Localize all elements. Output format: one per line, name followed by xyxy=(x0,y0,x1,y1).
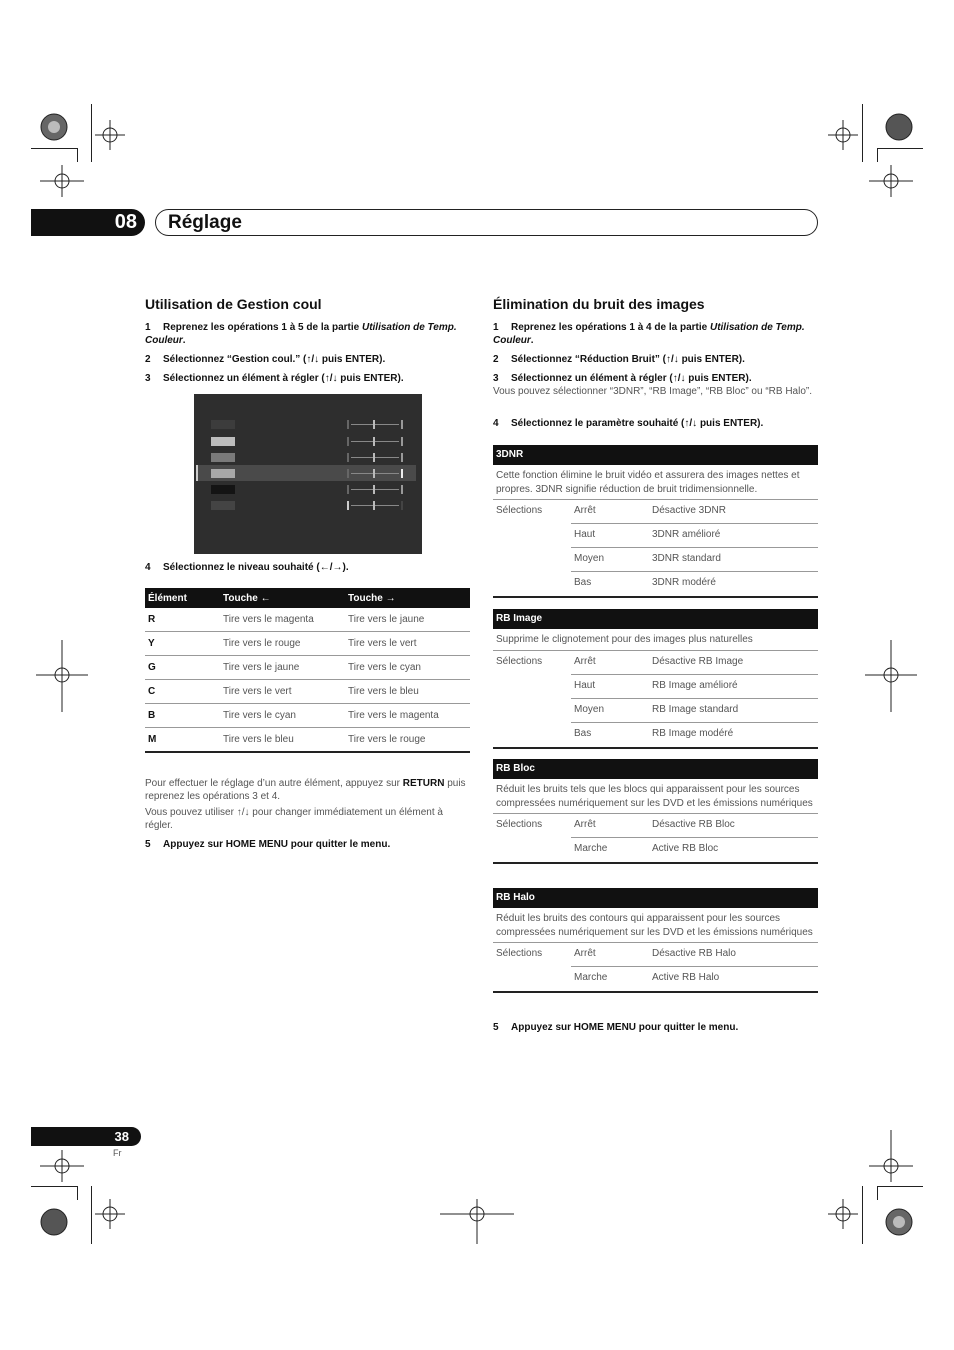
option-row: Bas RB Image modéré xyxy=(574,727,734,739)
block-label: Sélections xyxy=(496,819,543,830)
block-description: Réduit les bruits des contours qui apparaissent pour les sources compressées numériquement sur les DVD et les émissions numériques xyxy=(493,908,818,943)
block-header: 3DNR xyxy=(493,445,818,465)
block-label: Sélections xyxy=(496,655,543,667)
right-step-5: 5 Appuyez sur HOME MENU pour quitter le menu. xyxy=(493,1022,739,1033)
swatch-g xyxy=(211,453,235,462)
page-number: 38 xyxy=(31,1127,141,1146)
option-row: Haut 3DNR amélioré xyxy=(571,524,818,548)
table-row: C Tire vers le vert Tire vers le bleu xyxy=(145,680,470,704)
table-row: Y Tire vers le rouge Tire vers le vert xyxy=(145,632,470,656)
option-row: Arrêt Désactive RB Halo xyxy=(571,943,818,967)
option-row: Moyen 3DNR standard xyxy=(571,548,818,572)
block-rb-bloc xyxy=(493,759,818,864)
col-header-right-key: Touche → xyxy=(345,588,470,608)
left-step-4: 4 Sélectionnez le niveau souhaité (←/→). xyxy=(145,562,349,573)
option-row: Haut RB Image amélioré xyxy=(571,675,818,699)
left-step-3: 3 Sélectionnez un élément à régler (↑/↓ puis ENTER). xyxy=(145,373,404,384)
slider-y[interactable] xyxy=(347,437,403,446)
block-description: Cette fonction élimine le bruit vidéo et assurera des images nettes et propres. 3DNR signifie réduction de bruit tridimensionnelle. xyxy=(493,465,818,500)
option-row: Marche Active RB Bloc xyxy=(574,843,719,854)
table-row: M Tire vers le bleu Tire vers le rouge xyxy=(145,728,470,753)
col-header-left-key: Touche ← xyxy=(220,588,345,608)
block-rb-halo xyxy=(493,888,818,993)
right-step-1: 1 Reprenez les opérations 1 à 4 de la partie Utilisation de Temp. Couleur. xyxy=(493,322,805,346)
left-section-title: Utilisation de Gestion coul xyxy=(145,296,322,312)
option-row: Arrêt Désactive 3DNR xyxy=(571,500,818,524)
block-header: RB Halo xyxy=(493,888,818,908)
right-step-3: 3 Sélectionnez un élément à régler (↑/↓ puis ENTER). xyxy=(493,373,752,384)
block-label: Sélections xyxy=(496,505,543,516)
swatch-b xyxy=(211,485,235,494)
right-step-2: 2 Sélectionnez “Réduction Bruit” (↑/↓ puis ENTER). xyxy=(493,354,745,365)
color-management-screen xyxy=(194,394,422,554)
block-3dnr xyxy=(493,445,818,598)
option-row: Arrêt Désactive RB Image xyxy=(571,651,818,675)
color-adjust-table xyxy=(145,588,470,753)
block-header: RB Bloc xyxy=(493,759,818,779)
right-step-4: 4 Sélectionnez le paramètre souhaité (↑/↓ puis ENTER). xyxy=(493,418,764,429)
swatch-m xyxy=(211,501,235,510)
option-row: Moyen RB Image standard xyxy=(571,699,818,723)
block-description: Supprime le clignotement pour des images plus naturelles xyxy=(493,629,818,651)
slider-b[interactable] xyxy=(347,485,403,494)
swatch-y xyxy=(211,437,235,446)
right-step-3-note: Vous pouvez sélectionner “3DNR”, “RB Image”, “RB Bloc” ou “RB Halo”. xyxy=(493,386,813,397)
option-row: Bas 3DNR modéré xyxy=(574,577,716,588)
left-step-1: 1 Reprenez les opérations 1 à 5 de la partie Utilisation de Temp. Couleur. xyxy=(145,322,457,346)
option-row: Marche Active RB Halo xyxy=(574,972,720,983)
right-section-title: Élimination du bruit des images xyxy=(493,296,705,312)
slider-m[interactable] xyxy=(347,501,403,510)
left-note-return: Pour effectuer le réglage d’un autre élément, appuyez sur RETURN puis reprenez les opérations 3 et 4. xyxy=(145,778,466,802)
chapter-title xyxy=(155,209,818,236)
swatch-r xyxy=(211,420,235,429)
block-rb-image xyxy=(493,609,818,749)
block-header: RB Image xyxy=(493,609,818,629)
chapter-title-text: Réglage xyxy=(168,211,242,233)
slider-r[interactable] xyxy=(347,420,403,429)
left-step-2: 2 Sélectionnez “Gestion coul.” (↑/↓ puis ENTER). xyxy=(145,354,386,365)
swatch-c xyxy=(211,469,235,478)
col-header-element: Élément xyxy=(145,588,220,608)
language-code: Fr xyxy=(113,1148,122,1158)
option-row: Arrêt Désactive RB Bloc xyxy=(571,814,818,838)
left-step-5: 5 Appuyez sur HOME MENU pour quitter le menu. xyxy=(145,839,391,850)
slider-g[interactable] xyxy=(347,453,403,462)
table-row: B Tire vers le cyan Tire vers le magenta xyxy=(145,704,470,728)
left-note-arrows: Vous pouvez utiliser ↑/↓ pour changer immédiatement un élément à régler. xyxy=(145,807,443,831)
chapter-number: 08 xyxy=(31,209,145,236)
table-row: R Tire vers le magenta Tire vers le jaune xyxy=(145,608,470,632)
block-label: Sélections xyxy=(496,948,543,959)
slider-c[interactable] xyxy=(347,469,403,478)
table-row: G Tire vers le jaune Tire vers le cyan xyxy=(145,656,470,680)
block-description: Réduit les bruits tels que les blocs qui apparaissent pour les sources compressées numériquement sur les DVD et les émissions numériques xyxy=(493,779,818,814)
